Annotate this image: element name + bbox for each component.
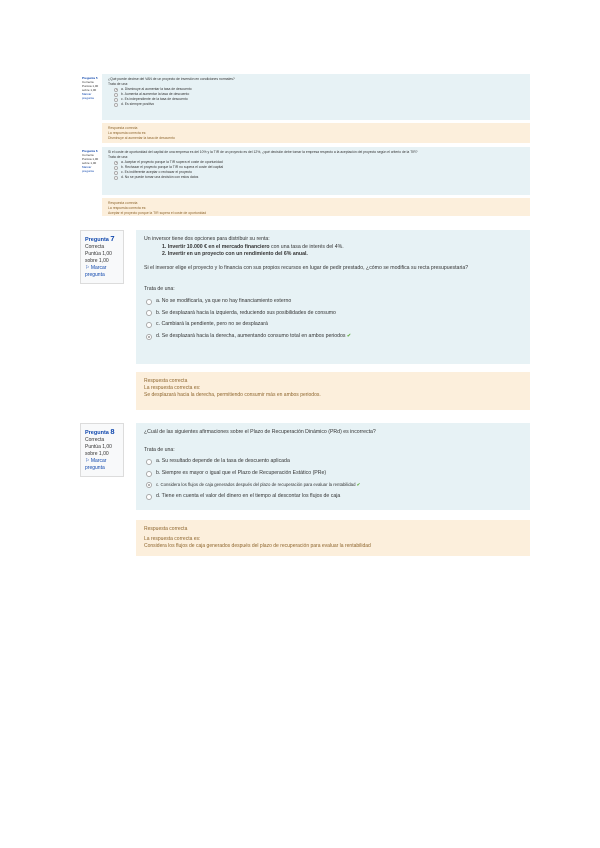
question-state: Correcta (85, 244, 105, 250)
feedback-answer-label: La respuesta correcta es: (144, 385, 201, 391)
question-text-box (102, 147, 530, 195)
radio-button[interactable] (114, 171, 118, 175)
question-text-box (136, 423, 530, 510)
feedback-answer: Disminuye al aumentar la tasa de descuento (108, 136, 175, 140)
option-list-item: 2. Invertir en un proyecto con un rendimiento del 6% anual. (162, 251, 308, 258)
feedback-title: Respuesta correcta (144, 526, 188, 532)
answer-option-d[interactable]: d. Tiene en cuenta el valor del dinero en el tiempo al descontar los flujos de caja (144, 493, 522, 501)
radio-button[interactable] (146, 459, 152, 465)
question-score: Puntúa 1,00 sobre 1,00 (82, 84, 99, 92)
question-number: Pregunta 5 (82, 76, 98, 80)
answer-option[interactable]: b. Aumenta al aumentar la tasa de descuento (108, 92, 524, 97)
question-state: Correcta (85, 437, 105, 443)
question-score: Puntúa 1,00 sobre 1,00 (85, 444, 112, 457)
flag-question-link[interactable]: Marcar pregunta (82, 92, 94, 100)
question-text: ¿Cuál de las siguientes afirmaciones sobre el Plazo de Recuperación Dinámico (PRd) es incorrecta? (144, 429, 376, 435)
feedback-answer-label: La respuesta correcta es: (108, 131, 147, 135)
feedback-box (136, 372, 530, 410)
answer-option-c[interactable]: c. Considera los flujos de caja generados después del plazo de recuperación para evaluar la rentabilidad ✔ (144, 481, 522, 489)
question-number: Pregunta 7 (85, 234, 115, 243)
feedback-title: Respuesta correcta (144, 378, 188, 384)
feedback-answer: Se desplazará hacia la derecha, permitiendo consumir más en ambos periodos. (144, 392, 321, 398)
answer-option[interactable]: c. Es indiferente aceptar o rechazar el proyecto (108, 170, 524, 175)
choose-one-label: Trata de una: (108, 155, 129, 159)
radio-button[interactable] (114, 93, 118, 97)
flag-question-link[interactable]: ⚐ Marcar pregunta (85, 458, 107, 471)
question-info (80, 230, 124, 284)
flag-icon: ⚐ (85, 265, 90, 271)
feedback-title: Respuesta correcta (108, 126, 138, 130)
flag-icon: ⚐ (85, 458, 90, 464)
check-icon: ✔ (346, 332, 352, 339)
choose-one-label: Trata de una: (108, 82, 129, 86)
feedback-box (102, 123, 530, 143)
question-info (80, 147, 102, 175)
question-text-box (136, 230, 530, 364)
feedback-title: Respuesta correcta (108, 201, 138, 205)
question-number: Pregunta 8 (85, 427, 115, 436)
answer-option[interactable]: a. Aceptar el proyecto porque la TIR supera el coste de oportunidad (108, 160, 524, 165)
radio-button[interactable] (146, 334, 152, 340)
option-list-item: 1. Invertir 10.000 € en el mercado financiero con una tasa de interés del 4%. (162, 243, 344, 250)
question-text: Si el coste de oportunidad del capital de una empresa es del 10% y la TIR de un proyecto es del 12%, ¿qué decisión debe tomar la empresa respecto a la aceptación del proyecto según el criterio de la TIR? (108, 150, 418, 154)
radio-button[interactable] (114, 161, 118, 165)
flag-question-link[interactable]: Marcar pregunta (82, 165, 94, 173)
question-info (80, 423, 124, 477)
radio-button[interactable] (114, 166, 118, 170)
answer-option-b[interactable]: b. Siempre es mayor o igual que el Plazo de Recuperación Estático (PRe) (144, 470, 522, 478)
question-intro: Un inversor tiene dos opciones para distribuir su renta: (144, 236, 270, 242)
answer-option-d[interactable]: d. Se desplazará hacia la derecha, aumentando consumo total en ambos periodos ✔ (144, 333, 522, 341)
answer-option[interactable]: a. Disminuye al aumentar la tasa de descuento (108, 87, 524, 92)
question-state: Correcta (82, 80, 94, 84)
question-text-box (102, 74, 530, 120)
feedback-answer: Considera los flujos de caja generados después del plazo de recuperación para evaluar la rentabilidad (144, 543, 371, 549)
answer-option-a[interactable]: a. Su resultado depende de la tasa de descuento aplicada (144, 458, 522, 466)
question-score: Puntúa 1,00 sobre 1,00 (85, 251, 112, 264)
feedback-answer-label: La respuesta correcta es: (108, 206, 147, 210)
answer-option[interactable]: c. Es independiente de la tasa de descuento (108, 97, 524, 102)
question-score: Puntúa 1,00 sobre 1,00 (82, 157, 99, 165)
feedback-box (136, 520, 530, 556)
choose-one-label: Trata de una: (144, 286, 175, 293)
question-info (80, 74, 102, 102)
answer-option[interactable]: d. No se puede tomar una decisión con estos datos (108, 175, 524, 180)
radio-button[interactable] (114, 98, 118, 102)
radio-button[interactable] (146, 471, 152, 477)
question-number: Pregunta 6 (82, 149, 98, 153)
flag-question-link[interactable]: ⚐ Marcar pregunta (85, 265, 107, 278)
answer-option[interactable]: b. Rechazar el proyecto porque la TIR no supera el coste del capital (108, 165, 524, 170)
feedback-box (102, 198, 530, 216)
answer-option-c[interactable]: c. Cambiará la pendiente, pero no se desplazará (144, 321, 522, 329)
radio-button[interactable] (146, 482, 152, 488)
choose-one-label: Trata de una: (144, 446, 175, 453)
radio-button[interactable] (146, 299, 152, 305)
radio-button[interactable] (146, 322, 152, 328)
radio-button[interactable] (114, 176, 118, 180)
question-text: Si el inversor elige el proyecto y lo financia con sus propios recursos en lugar de pedir prestado, ¿cómo se modifica su recta presupuestaria? (144, 264, 469, 271)
feedback-answer: Aceptar el proyecto porque la TIR supera el coste de oportunidad (108, 211, 207, 215)
radio-button[interactable] (114, 103, 118, 107)
radio-button[interactable] (146, 310, 152, 316)
question-state: Correcta (82, 153, 94, 157)
radio-button[interactable] (146, 494, 152, 500)
feedback-answer-label: La respuesta correcta es: (144, 536, 201, 542)
radio-button[interactable] (114, 88, 118, 92)
answer-option[interactable]: d. Es siempre positivo (108, 102, 524, 107)
answer-option-b[interactable]: b. Se desplazará hacia la izquierda, reduciendo sus posibilidades de consumo (144, 310, 522, 318)
check-icon: ✔ (356, 482, 361, 488)
answer-option-a[interactable]: a. No se modificaría, ya que no hay financiamiento externo (144, 298, 522, 306)
question-text: ¿Qué puede decirse del VAN de un proyecto de inversión en condiciones normales? (108, 77, 235, 81)
